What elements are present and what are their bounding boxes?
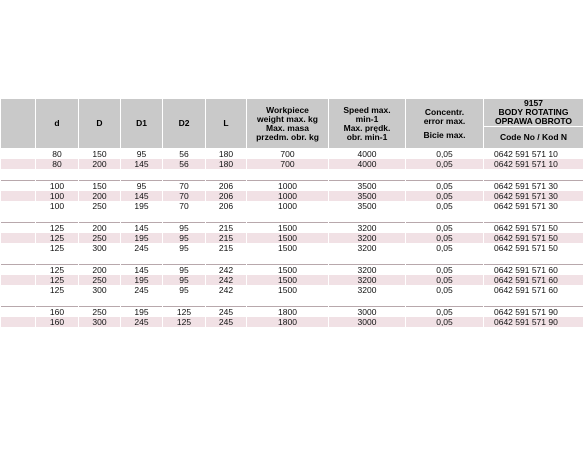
- table-header: [1, 99, 584, 149]
- cell-d: 80: [36, 159, 79, 169]
- separator-cell: [247, 295, 329, 307]
- cell-L: 242: [206, 285, 247, 295]
- cell-weight: 700: [247, 149, 329, 160]
- table-row: [1, 181, 584, 192]
- header-code: Code No / Kod N: [484, 127, 584, 149]
- cell-weight: 1500: [247, 243, 329, 253]
- cell-concentric: 0,05: [406, 201, 484, 211]
- header-D2: D2: [163, 99, 206, 149]
- separator-cell: [36, 327, 79, 338]
- cell-speed: 3200: [329, 275, 406, 285]
- cell-D1: 145: [121, 159, 163, 169]
- cell-weight: 1500: [247, 223, 329, 234]
- cell-d: 125: [36, 233, 79, 243]
- cell-weight: 1500: [247, 233, 329, 243]
- table-row: [1, 149, 584, 160]
- cell-speed: 3200: [329, 265, 406, 276]
- header-D: D: [79, 99, 121, 149]
- header-speed-line: Max. prędk.: [343, 122, 391, 133]
- cell-D1: 245: [121, 317, 163, 327]
- cell-D: 250: [79, 307, 121, 318]
- cell-D2: 95: [163, 233, 206, 243]
- cell-concentric: 0,05: [406, 223, 484, 234]
- cell-D2: 95: [163, 265, 206, 276]
- cell-blank: [1, 265, 36, 276]
- cell-code: 0642 591 571 50: [484, 243, 584, 253]
- cell-speed: 3200: [329, 233, 406, 243]
- header-speed: [329, 99, 406, 149]
- cell-D: 300: [79, 317, 121, 327]
- cell-code: 0642 591 571 60: [484, 285, 584, 295]
- separator-cell: [36, 253, 79, 265]
- separator-cell: [329, 295, 406, 307]
- cell-concentric: 0,05: [406, 159, 484, 169]
- separator-cell: [484, 327, 584, 338]
- cell-d: 160: [36, 317, 79, 327]
- cell-code: 0642 591 571 30: [484, 191, 584, 201]
- cell-speed: 3200: [329, 285, 406, 295]
- cell-speed: 3500: [329, 201, 406, 211]
- separator-cell: [206, 253, 247, 265]
- cell-D: 250: [79, 233, 121, 243]
- separator-cell: [206, 211, 247, 223]
- cell-d: 160: [36, 307, 79, 318]
- separator-cell: [163, 253, 206, 265]
- cell-weight: 1500: [247, 285, 329, 295]
- table-row: [1, 317, 584, 327]
- separator-cell: [121, 169, 163, 181]
- cell-D1: 195: [121, 275, 163, 285]
- cell-D2: 70: [163, 201, 206, 211]
- cell-D1: 95: [121, 149, 163, 160]
- cell-blank: [1, 149, 36, 160]
- cell-L: 180: [206, 149, 247, 160]
- separator-cell: [206, 327, 247, 338]
- header-weight-line: Workpiece: [266, 104, 309, 115]
- cell-concentric: 0,05: [406, 285, 484, 295]
- table-row: [1, 201, 584, 211]
- cell-D: 200: [79, 159, 121, 169]
- cell-speed: 4000: [329, 159, 406, 169]
- cell-d: 100: [36, 191, 79, 201]
- cell-D: 200: [79, 223, 121, 234]
- cell-blank: [1, 317, 36, 327]
- cell-speed: 3500: [329, 181, 406, 192]
- cell-D2: 70: [163, 191, 206, 201]
- table-row: [1, 233, 584, 243]
- separator-cell: [206, 169, 247, 181]
- cell-weight: 1800: [247, 317, 329, 327]
- separator-cell: [163, 211, 206, 223]
- separator-cell: [406, 295, 484, 307]
- cell-speed: 3200: [329, 223, 406, 234]
- separator-cell: [1, 295, 36, 307]
- cell-weight: 1500: [247, 275, 329, 285]
- table-row: [1, 307, 584, 318]
- separator-cell: [406, 211, 484, 223]
- header-D1: D1: [121, 99, 163, 149]
- cell-weight: 1800: [247, 307, 329, 318]
- table-row: [1, 223, 584, 234]
- cell-L: 242: [206, 265, 247, 276]
- cell-concentric: 0,05: [406, 149, 484, 160]
- separator-cell: [79, 327, 121, 338]
- table-row: [1, 265, 584, 276]
- cell-speed: 3000: [329, 317, 406, 327]
- cell-D2: 95: [163, 285, 206, 295]
- cell-d: 100: [36, 181, 79, 192]
- cell-L: 242: [206, 275, 247, 285]
- cell-speed: 3200: [329, 243, 406, 253]
- cell-code: 0642 591 571 60: [484, 265, 584, 276]
- header-weight-line: weight max. kg: [257, 113, 318, 124]
- separator-cell: [206, 295, 247, 307]
- header-concentric: [406, 99, 484, 149]
- cell-blank: [1, 181, 36, 192]
- separator-cell: [79, 169, 121, 181]
- separator-cell: [247, 327, 329, 338]
- separator-cell: [36, 211, 79, 223]
- header-body: [484, 99, 584, 127]
- cell-D1: 245: [121, 285, 163, 295]
- cell-D1: 95: [121, 181, 163, 192]
- cell-L: 206: [206, 201, 247, 211]
- table-row: [1, 159, 584, 169]
- cell-concentric: 0,05: [406, 191, 484, 201]
- separator-cell: [247, 253, 329, 265]
- cell-L: 245: [206, 307, 247, 318]
- header-concentric-line: error max.: [423, 115, 466, 126]
- cell-D1: 195: [121, 201, 163, 211]
- separator-cell: [1, 253, 36, 265]
- header-body-line: BODY ROTATING: [498, 107, 569, 117]
- cell-concentric: 0,05: [406, 181, 484, 192]
- cell-blank: [1, 223, 36, 234]
- cell-speed: 3000: [329, 307, 406, 318]
- cell-code: 0642 591 571 30: [484, 181, 584, 192]
- cell-concentric: 0,05: [406, 243, 484, 253]
- cell-d: 125: [36, 265, 79, 276]
- separator-cell: [329, 211, 406, 223]
- separator-cell: [329, 327, 406, 338]
- cell-concentric: 0,05: [406, 275, 484, 285]
- header-weight: [247, 99, 329, 149]
- table-row: [1, 243, 584, 253]
- cell-D1: 145: [121, 265, 163, 276]
- cell-L: 206: [206, 181, 247, 192]
- spec-table-sheet: [0, 98, 572, 338]
- separator-cell: [163, 295, 206, 307]
- header-L: L: [206, 99, 247, 149]
- cell-code: 0642 591 571 10: [484, 159, 584, 169]
- group-separator: [1, 253, 584, 265]
- cell-speed: 4000: [329, 149, 406, 160]
- header-weight-line: Max. masa: [266, 122, 309, 133]
- separator-cell: [36, 169, 79, 181]
- table-row: [1, 191, 584, 201]
- cell-D1: 245: [121, 243, 163, 253]
- separator-cell: [247, 169, 329, 181]
- cell-code: 0642 591 571 60: [484, 275, 584, 285]
- cell-L: 215: [206, 233, 247, 243]
- cell-blank: [1, 201, 36, 211]
- header-concentric-line: Bicie max.: [423, 129, 466, 140]
- header-speed-line: obr. min-1: [346, 131, 388, 142]
- separator-cell: [121, 253, 163, 265]
- header-body-line: OPRAWA OBROTO: [495, 116, 572, 126]
- cell-D2: 56: [163, 159, 206, 169]
- separator-cell: [247, 211, 329, 223]
- cell-L: 180: [206, 159, 247, 169]
- cell-weight: 1000: [247, 191, 329, 201]
- cell-concentric: 0,05: [406, 265, 484, 276]
- header-concentric-line: Concentr.: [424, 106, 465, 117]
- cell-L: 206: [206, 191, 247, 201]
- cell-D2: 125: [163, 307, 206, 318]
- cell-D: 250: [79, 201, 121, 211]
- cell-weight: 1000: [247, 181, 329, 192]
- cell-concentric: 0,05: [406, 307, 484, 318]
- cell-d: 125: [36, 223, 79, 234]
- cell-blank: [1, 233, 36, 243]
- cell-d: 125: [36, 275, 79, 285]
- separator-cell: [121, 295, 163, 307]
- cell-D2: 95: [163, 243, 206, 253]
- spec-table: [0, 98, 584, 338]
- cell-blank: [1, 275, 36, 285]
- cell-D: 300: [79, 285, 121, 295]
- cell-code: 0642 591 571 30: [484, 201, 584, 211]
- cell-code: 0642 591 571 90: [484, 317, 584, 327]
- separator-cell: [1, 211, 36, 223]
- separator-cell: [121, 211, 163, 223]
- cell-code: 0642 591 571 50: [484, 233, 584, 243]
- separator-cell: [484, 169, 584, 181]
- separator-cell: [79, 211, 121, 223]
- cell-D2: 70: [163, 181, 206, 192]
- table-row: [1, 275, 584, 285]
- cell-D2: 125: [163, 317, 206, 327]
- separator-cell: [163, 327, 206, 338]
- separator-cell: [406, 327, 484, 338]
- cell-blank: [1, 307, 36, 318]
- cell-blank: [1, 191, 36, 201]
- cell-weight: 1500: [247, 265, 329, 276]
- table-row: [1, 285, 584, 295]
- cell-D: 200: [79, 191, 121, 201]
- separator-cell: [406, 169, 484, 181]
- separator-cell: [1, 327, 36, 338]
- cell-code: 0642 591 571 90: [484, 307, 584, 318]
- separator-cell: [329, 169, 406, 181]
- cell-D2: 95: [163, 223, 206, 234]
- cell-L: 245: [206, 317, 247, 327]
- separator-cell: [79, 253, 121, 265]
- separator-cell: [406, 253, 484, 265]
- table-body: [1, 149, 584, 339]
- separator-cell: [329, 253, 406, 265]
- cell-L: 215: [206, 243, 247, 253]
- cell-weight: 1000: [247, 201, 329, 211]
- separator-cell: [163, 169, 206, 181]
- group-separator: [1, 169, 584, 181]
- separator-cell: [121, 327, 163, 338]
- header-body-line: 9157: [524, 98, 543, 108]
- cell-D: 250: [79, 275, 121, 285]
- cell-d: 125: [36, 243, 79, 253]
- group-separator: [1, 295, 584, 307]
- separator-cell: [1, 169, 36, 181]
- group-separator: [1, 211, 584, 223]
- cell-D1: 145: [121, 223, 163, 234]
- cell-L: 215: [206, 223, 247, 234]
- cell-D2: 56: [163, 149, 206, 160]
- cell-D1: 195: [121, 233, 163, 243]
- separator-cell: [484, 253, 584, 265]
- cell-weight: 700: [247, 159, 329, 169]
- separator-cell: [36, 295, 79, 307]
- cell-concentric: 0,05: [406, 233, 484, 243]
- cell-D1: 195: [121, 307, 163, 318]
- cell-D2: 95: [163, 275, 206, 285]
- header-blank: [1, 99, 36, 149]
- group-separator: [1, 327, 584, 338]
- cell-d: 125: [36, 285, 79, 295]
- header-speed-line: Speed max.: [343, 104, 391, 115]
- cell-D: 300: [79, 243, 121, 253]
- cell-D: 150: [79, 149, 121, 160]
- cell-blank: [1, 243, 36, 253]
- cell-code: 0642 591 571 50: [484, 223, 584, 234]
- header-speed-line: min-1: [355, 113, 379, 124]
- cell-code: 0642 591 571 10: [484, 149, 584, 160]
- cell-blank: [1, 159, 36, 169]
- separator-cell: [484, 295, 584, 307]
- cell-d: 80: [36, 149, 79, 160]
- cell-speed: 3500: [329, 191, 406, 201]
- separator-cell: [79, 295, 121, 307]
- header-weight-line: przedm. obr. kg: [256, 131, 319, 142]
- cell-d: 100: [36, 201, 79, 211]
- cell-concentric: 0,05: [406, 317, 484, 327]
- cell-D1: 145: [121, 191, 163, 201]
- separator-cell: [484, 211, 584, 223]
- header-d: d: [36, 99, 79, 149]
- cell-D: 200: [79, 265, 121, 276]
- cell-D: 150: [79, 181, 121, 192]
- cell-blank: [1, 285, 36, 295]
